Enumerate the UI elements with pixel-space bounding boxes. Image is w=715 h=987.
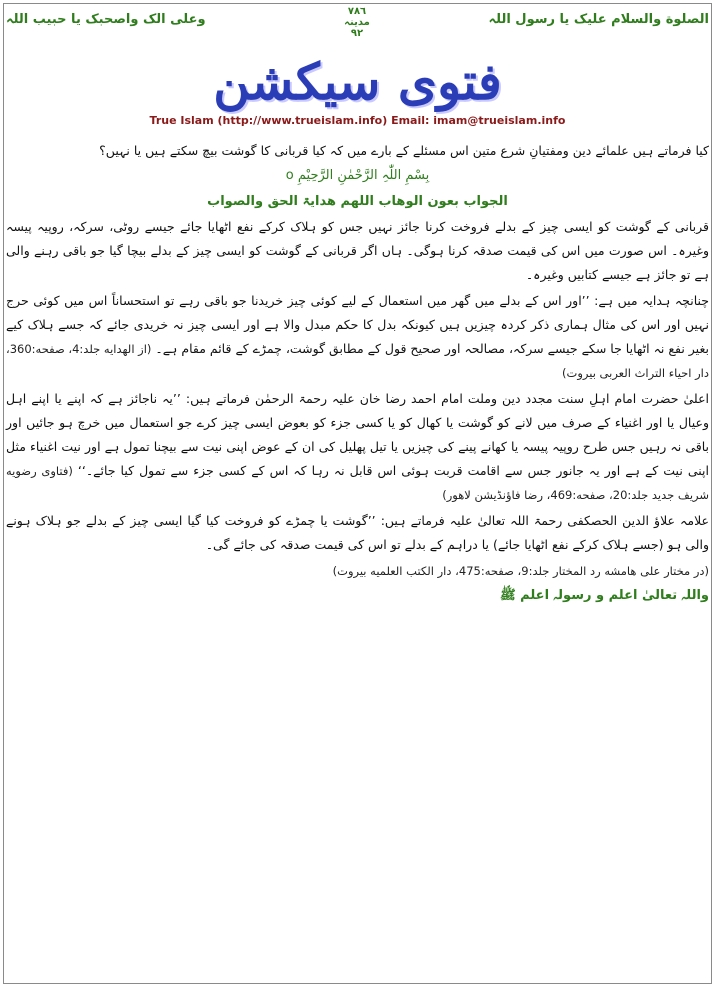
paragraph-4-reference: (در مختار علی هامشه رد المختار جلد:9، صفحه:475، دار الکتب العلمیه بیروت) [332, 564, 709, 578]
page-title: فتوی سیکشن [213, 52, 502, 111]
page-header [0, 4, 715, 50]
header-numerals [327, 6, 387, 39]
question-text: کیا فرماتے ہیں علمائے دین ومفتیانِ شرع متین اس مسئلے کے بارے میں کہ کیا قربانی کا گوشت بیچ سکتے ہیں یا نہیں؟ [99, 143, 709, 158]
answer-paragraph-1: قربانی کے گوشت کو ایسی چیز کے بدلے فروخت کرنا جائز نہیں جس کو ہلاک کرکے نفع اٹھایا جائے جیسے روٹی، سرکہ، روپیہ پیسہ وغیرہ۔ اس صورت میں اس کی قیمت صدقہ کرنا ہوگی۔ ہاں اگر قربانی کے گوشت کو ایسی چیز کے بدلے بیچا گیا جو باقی رہنے والی ہے تو جائز ہے جیسے کتابیں وغیرہ۔ [6, 219, 709, 282]
header-numeral-786: ۷۸٦ [347, 6, 367, 17]
paragraph-3-text: اعلیٰ حضرت امام اہلِ سنت مجدد دین وملت امام احمد رضا خان علیہ رحمۃ الرحمٰن فرماتے ہیں: ’’یہ ناجائز ہے کہ اپنے یا اپنے اہل وعیال یا اور اغنیاء کے صرف میں لانے کو گوشت یا کھال کو یا کسی جزء کو بعوض ایسی چیز کرے جو استعمال میں خرچ ہو جائیں اور باقی نہ رہیں جس طرح روپیہ پیسہ یا کھانے پینے کی چیزیں یا تیل پھلیل کی ان کے عوض اپنی نیت سے بیچنا تمول ہے اور نیت اغنیاء مثل اپنی نیت کے ہے اور یہ جانور جس سے اقامت قربت ہوئی اس قابل نہ رہا کہ اس کے کسی جزء سے تمول کیا جائے۔‘‘ [6, 391, 709, 478]
fatwa-content [6, 141, 709, 607]
answer-paragraph-3 [6, 387, 709, 507]
salutation-left: وعلی الک واصحبک یا حبیب اللہ [6, 12, 206, 27]
answer-heading: الجواب بعون الوھاب اللھم ھدایۃ الحق والصواب [207, 194, 508, 209]
header-madina: مدینہ [344, 17, 370, 28]
bismillah: بِسْمِ اللّٰہِ الرَّحْمٰنِ الرَّحِیْمِ o [285, 168, 430, 183]
paragraph-2-text: چنانچہ ہدایہ میں ہے: ’’اور اس کے بدلے میں گھر میں استعمال کے لیے کوئی چیز خریدنا جو باقی رہے تو استحساناً اس میں کوئی حرج نہیں اور اس کی مثال ہماری ذکر کردہ چیزیں ہیں کیونکہ بدل کا حکم مبدل والا ہے اور ایسی چیز نہ خریدی جائے کہ جسے ہلاک کیے بغیر نفع نہ اٹھایا جا سکے جیسے سرکہ، مصالحہ اور صحیح قول کے مطابق گوشت، چمڑے کے قائم مقام ہے۔ [6, 293, 709, 356]
paragraph-2-reference: (از الهدایه جلد:4، صفحه:360، دار احیاء التراث العربی بیروت) [6, 342, 709, 380]
answer-paragraph-4 [6, 509, 709, 557]
paragraph-4-text: علامہ علاؤ الدین الحصکفی رحمۃ اللہ تعالیٰ علیہ فرماتے ہیں: ’’گوشت یا چمڑے کو فروخت کیا گیا ایسی چیز کے بدلے جو ہلاک ہونے والی ہو (جسے ہلاک کرکے نفع اٹھایا جائے) یا دراہم کے بدلے تو اس کی قیمت صدقہ کی جائے گی۔ [6, 513, 709, 552]
header-numeral-92: ۹۲ [350, 28, 364, 39]
site-contact-line: True Islam (http://www.trueislam.info) Email: imam@trueislam.info [149, 114, 566, 127]
answer-paragraph-2 [6, 289, 709, 385]
salutation-right: الصلوة والسلام علیک یا رسول اللہ [488, 12, 709, 27]
closing-formula: واللہ تعالیٰ اعلم و رسولہ اعلم ﷺ [499, 588, 709, 603]
paragraph-3-reference: (فتاوی رضویه شریف جدید جلد:20، صفحه:469، رضا فاؤنڈیشن لاهور) [6, 464, 709, 502]
